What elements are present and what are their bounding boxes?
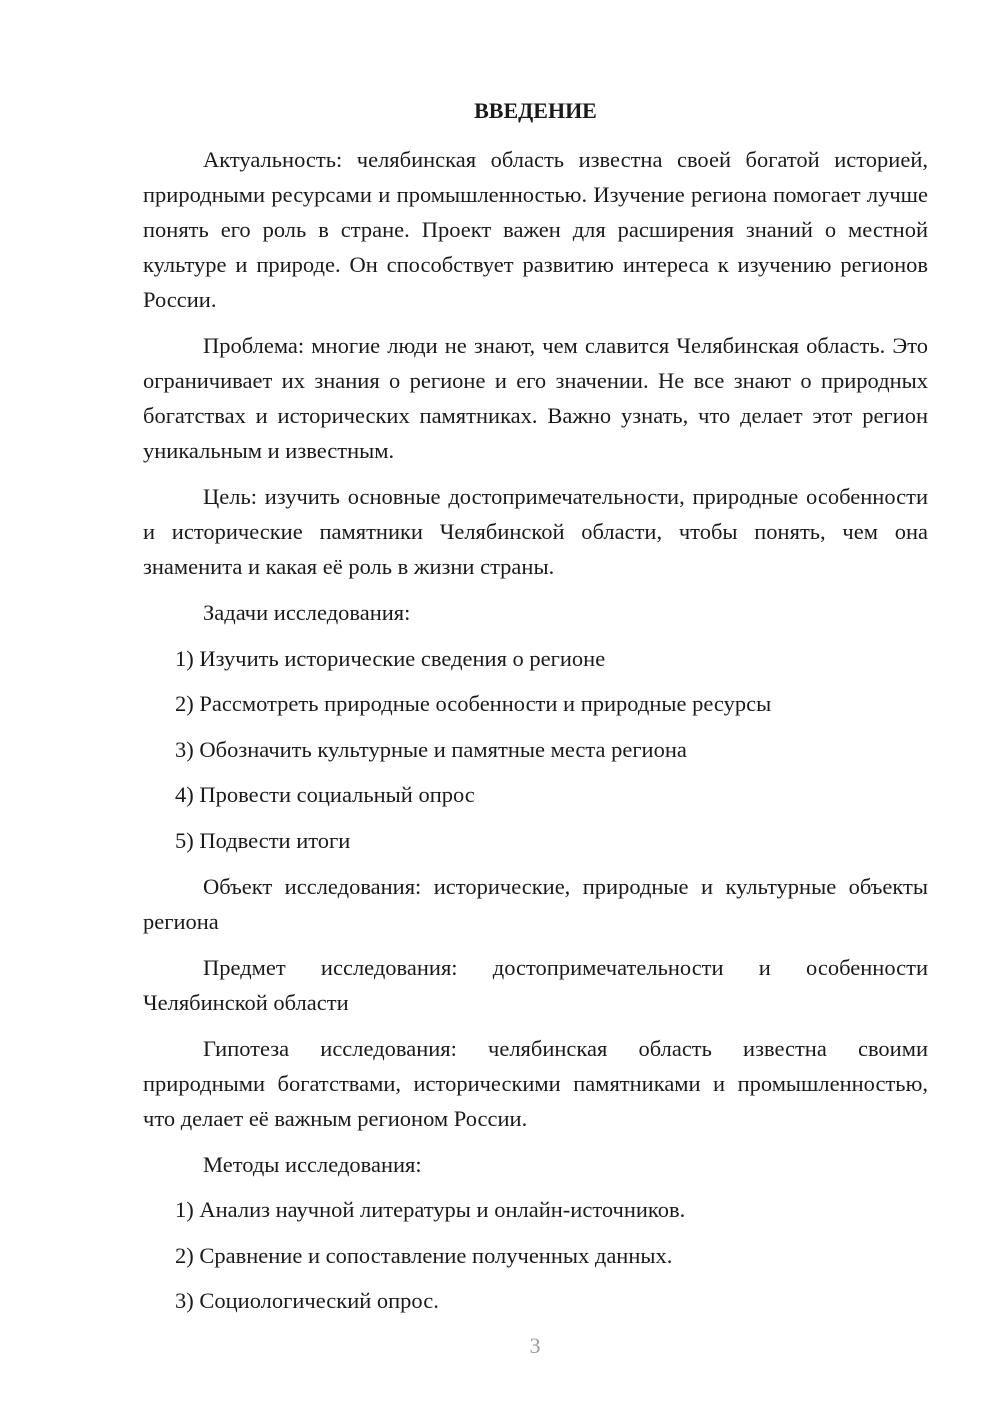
methods-heading: Методы исследования: <box>203 1151 422 1177</box>
tasks-list <box>143 641 928 858</box>
tasks-heading: Задачи исследования: <box>203 600 411 625</box>
list-item: 4) Провести социальный опрос <box>175 782 475 807</box>
list-item: 2) Сравнение и сопоставление полученных данных. <box>175 1242 673 1268</box>
page-title: ВВЕДЕНИЕ <box>474 98 597 123</box>
list-item: 5) Подвести итоги <box>175 827 351 853</box>
problem-paragraph: Проблема: многие люди не знают, чем славится Челябинская область. Это ограничивает их знания о регионе и его значении. Не все знают о природных богатствах и исторических памятниках. Важно узнать, что делает этот регион уникальным и известным. <box>143 333 928 463</box>
list-item: 1) Анализ научной литературы и онлайн-источников. <box>175 1197 686 1222</box>
hypothesis-paragraph: Гипотеза исследования: челябинская область известна своими природными богатствами, историческими памятниками и промышленностью, что делает её важным регионом России. <box>143 1035 928 1131</box>
relevance-paragraph: Актуальность: челябинская область известна своей богатой историей, природными ресурсами и промышленностью. Изучение региона помогает лучше понять его роль в стране. Проект важен для расширения знаний о местной культуре и природе. Он способствует развитию интереса к изучению регионов России. <box>143 147 928 312</box>
list-item: 2) Рассмотреть природные особенности и природные ресурсы <box>175 691 772 716</box>
subject-paragraph: Предмет исследования: достопримечательности и особенности Челябинской области <box>143 954 928 1015</box>
list-item: 3) Социологический опрос. <box>175 1288 439 1313</box>
page-number: 3 <box>529 1333 541 1358</box>
goal-paragraph: Цель: изучить основные достопримечательности, природные особенности и исторические памятники Челябинской области, чтобы понять, чем она знаменита и какая её роль в жизни страны. <box>143 484 928 579</box>
list-item: 3) Обозначить культурные и памятные места региона <box>175 736 687 762</box>
object-paragraph: Объект исследования: исторические, природные и культурные объекты региона <box>143 873 928 934</box>
document-page <box>143 94 928 1318</box>
list-item: 1) Изучить исторические сведения о регионе <box>175 645 606 671</box>
methods-list <box>143 1192 928 1318</box>
